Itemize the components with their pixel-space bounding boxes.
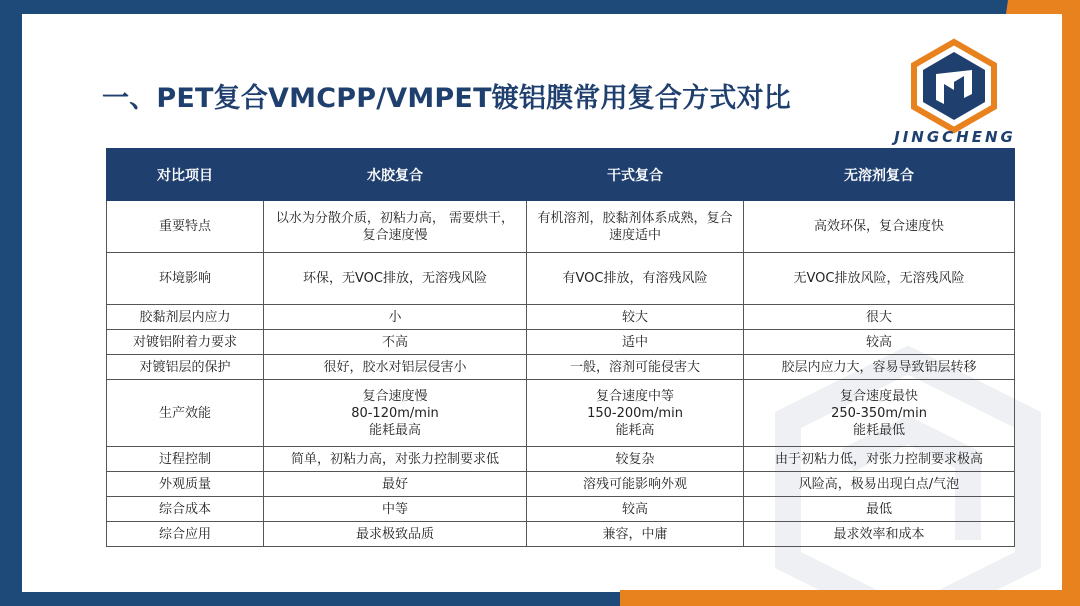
- cell-line: 80-120m/min: [351, 405, 439, 421]
- table-row: [107, 201, 1015, 253]
- row-item-cell: 综合成本: [107, 497, 264, 522]
- table-row: [107, 472, 1015, 497]
- dry-cell: [527, 380, 744, 447]
- dry-cell: 一般，溶剂可能侵害大: [527, 355, 744, 380]
- solventless-cell: 无VOC排放风险，无溶残风险: [744, 253, 1015, 305]
- cell-line: 能耗高: [615, 422, 655, 438]
- cell-line: 能耗最低: [852, 422, 905, 438]
- cell-line: 150-200m/min: [587, 405, 683, 421]
- table-row: [107, 497, 1015, 522]
- solventless-cell: 最低: [744, 497, 1015, 522]
- row-item-cell: 综合应用: [107, 522, 264, 547]
- orange-frame-bottom: [620, 590, 1080, 606]
- water-based-cell: [264, 380, 527, 447]
- row-item-cell: 生产效能: [107, 380, 264, 447]
- cell-line: 复合速度慢: [362, 388, 428, 404]
- row-item-cell: 对镀铝附着力要求: [107, 330, 264, 355]
- row-item-cell: 过程控制: [107, 447, 264, 472]
- table-row: [107, 355, 1015, 380]
- dry-cell: 兼容，中庸: [527, 522, 744, 547]
- cell-line: 能耗最高: [368, 422, 421, 438]
- water-based-cell: 不高: [264, 330, 527, 355]
- water-based-cell: 中等: [264, 497, 527, 522]
- dry-cell: 有机溶剂，胶黏剂体系成熟，复合速度适中: [527, 201, 744, 253]
- header-solventless: 无溶剂复合: [744, 149, 1015, 201]
- water-based-cell: 简单，初粘力高，对张力控制要求低: [264, 447, 527, 472]
- row-item-cell: 环境影响: [107, 253, 264, 305]
- header-dry: 干式复合: [527, 149, 744, 201]
- logo-wordmark: JINGCHENG: [894, 128, 1016, 146]
- header-item: 对比项目: [107, 149, 264, 201]
- water-based-cell: 最求极致品质: [264, 522, 527, 547]
- water-based-cell: 最好: [264, 472, 527, 497]
- solventless-cell: 很大: [744, 305, 1015, 330]
- water-based-cell: 以水为分散介质，初粘力高， 需要烘干，复合速度慢: [264, 201, 527, 253]
- table-row: [107, 253, 1015, 305]
- solventless-cell: 由于初粘力低，对张力控制要求极高: [744, 447, 1015, 472]
- row-item-cell: 外观质量: [107, 472, 264, 497]
- row-item-cell: 胶黏剂层内应力: [107, 305, 264, 330]
- solventless-cell: 胶层内应力大，容易导致铝层转移: [744, 355, 1015, 380]
- jingcheng-logo-icon: [906, 38, 1002, 134]
- table-row: [107, 330, 1015, 355]
- row-item-cell: 对镀铝层的保护: [107, 355, 264, 380]
- comparison-table: [106, 148, 1015, 547]
- dry-cell: 有VOC排放，有溶残风险: [527, 253, 744, 305]
- cell-line: 复合速度最快: [839, 388, 918, 404]
- cell-line: 复合速度中等: [595, 388, 674, 404]
- solventless-cell: 较高: [744, 330, 1015, 355]
- cell-line: 250-350m/min: [831, 405, 927, 421]
- solventless-cell: [744, 380, 1015, 447]
- header-water-based: 水胶复合: [264, 149, 527, 201]
- water-based-cell: 环保，无VOC排放，无溶残风险: [264, 253, 527, 305]
- dry-cell: 较大: [527, 305, 744, 330]
- solventless-cell: 最求效率和成本: [744, 522, 1015, 547]
- dry-cell: 适中: [527, 330, 744, 355]
- page-title: 一、PET复合VMCPP/VMPET镀铝膜常用复合方式对比: [102, 83, 791, 114]
- water-based-cell: 小: [264, 305, 527, 330]
- solventless-cell: 风险高，极易出现白点/气泡: [744, 472, 1015, 497]
- table-row: [107, 380, 1015, 447]
- dry-cell: 较复杂: [527, 447, 744, 472]
- dry-cell: 溶残可能影响外观: [527, 472, 744, 497]
- table-row: [107, 447, 1015, 472]
- table-row: [107, 522, 1015, 547]
- table-row: [107, 305, 1015, 330]
- dry-cell: 较高: [527, 497, 744, 522]
- row-item-cell: 重要特点: [107, 201, 264, 253]
- solventless-cell: 高效环保，复合速度快: [744, 201, 1015, 253]
- table-header-row: [107, 149, 1015, 201]
- water-based-cell: 很好，胶水对铝层侵害小: [264, 355, 527, 380]
